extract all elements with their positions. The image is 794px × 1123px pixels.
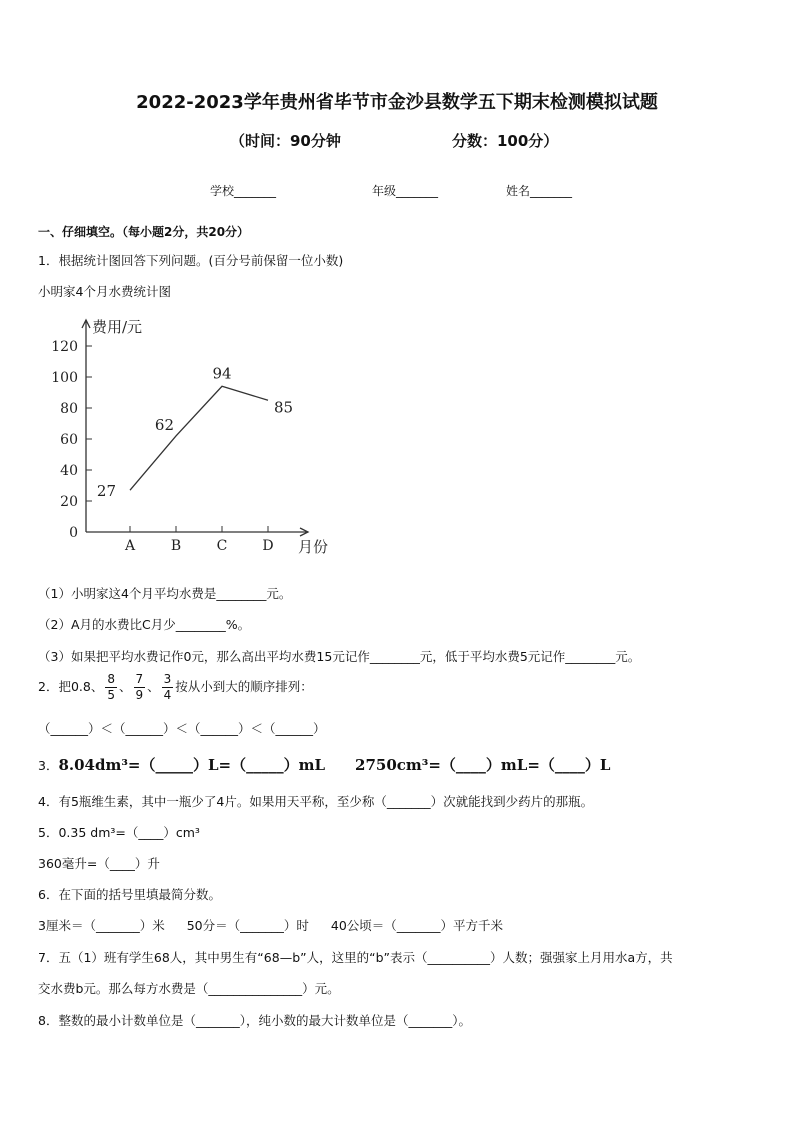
chart-caption: 小明家4个月水费统计图 <box>38 284 171 299</box>
question-2-suffix: 按从小到大的顺序排列： <box>175 679 313 694</box>
x-tick-label: D <box>262 538 274 554</box>
name-field: 姓名_______ <box>506 184 573 198</box>
data-label: 94 <box>212 364 232 383</box>
data-label: 85 <box>274 398 294 417</box>
exam-time: （时间：90分钟 <box>230 132 341 150</box>
section-heading: 一、仔细填空。（每小题2分，共20分） <box>38 225 250 239</box>
data-label: 62 <box>154 415 174 434</box>
school-field: 学校_______ <box>210 184 277 198</box>
y-tick-label: 120 <box>51 339 78 355</box>
question-6: 6．在下面的括号里填最简分数。 <box>38 887 221 902</box>
series-line <box>130 386 268 490</box>
exam-score: 分数：100分） <box>452 132 559 150</box>
question-2-blanks: （______）＜（______）＜（______）＜（______） <box>38 721 326 736</box>
question-7-line-1: 7．五（1）班有学生68人，其中男生有“68—b”人，这里的“b”表示（__________）人数；强强家上月用水a方，共 <box>38 950 673 965</box>
x-tick-label: C <box>216 538 228 554</box>
y-tick-label: 100 <box>51 370 78 386</box>
question-5-line-2: 360毫升=（____）升 <box>38 856 160 871</box>
question-1-sub-1: （1）小明家这4个月平均水费是________元。 <box>38 586 292 601</box>
fraction-3: $\frac{3}{4}$ <box>163 672 172 702</box>
y-tick-label: 80 <box>60 401 78 417</box>
question-7-line-2: 交水费b元。那么每方水费是（_______________）元。 <box>38 981 340 996</box>
question-1-sub-3: （3）如果把平均水费记作0元，那么高出平均水费15元记作________元，低于平均水费5元记作________元。 <box>38 649 641 664</box>
question-3-part-2: 2750cm³=（____）mL=（____）L <box>355 756 611 774</box>
question-1: 1．根据统计图回答下列问题。(百分号前保留一位小数) <box>38 253 344 268</box>
question-4: 4．有5瓶维生素，其中一瓶少了4片。如果用天平称，至少称（_______）次就能找到少药片的那瓶。 <box>38 794 594 809</box>
y-axis-label: 费用/元 <box>92 318 143 336</box>
y-tick-label: 40 <box>60 463 78 479</box>
y-tick-label: 0 <box>69 525 78 541</box>
x-axis-label: 月份 <box>298 538 329 556</box>
y-tick-label: 60 <box>60 432 78 448</box>
data-label: 27 <box>96 482 116 501</box>
grade-field: 年级_______ <box>372 184 439 198</box>
question-3-part-1: 8.04dm³=（_____）L=（_____）mL <box>58 756 326 774</box>
question-2: 2．把0.8、 $\frac{8}{5}$ 、 $\frac{7}{9}$ 、 $\frac{3}{4}$ 按从小到大的顺序排列： <box>38 672 313 702</box>
x-tick-label: B <box>170 538 182 554</box>
page-title: 2022-2023学年贵州省毕节市金沙县数学五下期末检测模拟试题 <box>136 92 658 113</box>
line-chart <box>40 308 360 568</box>
x-tick-label: A <box>124 538 136 554</box>
question-3: 3．8.04dm³=（_____）L=（_____）mL 2750cm³=（____）mL=（____）L <box>38 756 611 774</box>
question-6-items: 3厘米＝（_______）米 50分＝（_______）时 40公顷＝（_______）平方千米 <box>38 918 504 933</box>
question-1-sub-2: （2）A月的水费比C月少________%。 <box>38 617 251 632</box>
fraction-1: $\frac{8}{5}$ <box>107 672 115 702</box>
question-5-line-1: 5．0.35 dm³=（____）cm³ <box>38 825 200 840</box>
y-tick-label: 20 <box>60 494 78 510</box>
question-8: 8．整数的最小计数单位是（_______），纯小数的最大计数单位是（_______）。 <box>38 1013 471 1028</box>
fraction-2: $\frac{7}{9}$ <box>135 672 144 702</box>
question-2-prefix: 2．把0.8、 <box>38 679 104 694</box>
